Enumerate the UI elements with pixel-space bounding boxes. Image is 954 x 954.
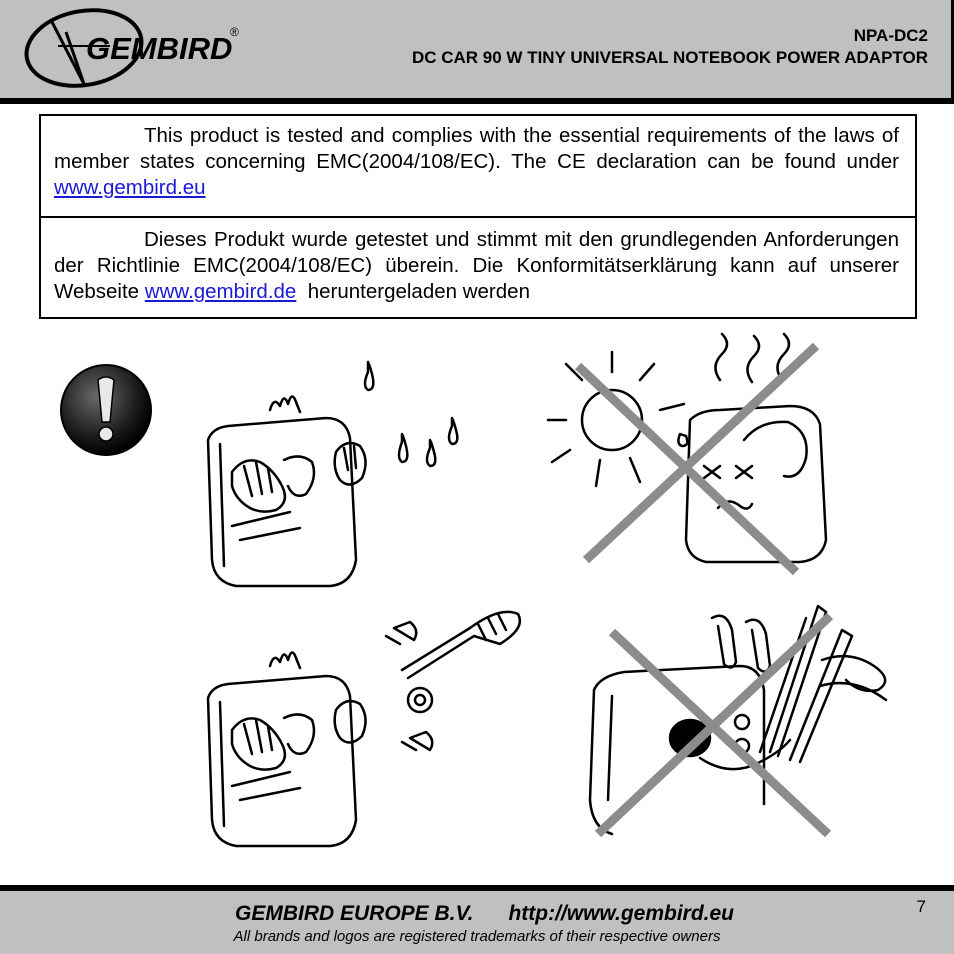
notice-english (41, 123, 915, 218)
header-titles (412, 25, 928, 69)
link-gembird-eu[interactable]: www.gembird.eu (54, 176, 206, 199)
page-number: 7 (916, 897, 926, 916)
notice-german-suffix: heruntergeladen werden (296, 280, 530, 303)
company-url[interactable]: http://www.gembird.eu (508, 902, 734, 925)
notice-german-text: Dieses Produkt wurde getestet und stimmt mit den grundlegenden Anforderungen der Richtlinie EMC(2004/108/EC) überein. Die Konformitätserklärung kann auf unserer Webseite (54, 228, 899, 303)
conformity-notice-table (39, 114, 917, 319)
safety-illustrations (0, 330, 954, 880)
model-number: NPA-DC2 (853, 26, 928, 45)
registered-mark: ® (230, 25, 239, 39)
header-rule (0, 98, 954, 104)
trademark-notice: All brands and logos are registered trademarks of their respective owners (233, 928, 721, 945)
logo-wordmark: GEMBIRD (86, 31, 233, 66)
illustration-water-drops (208, 362, 457, 586)
link-gembird-de[interactable]: www.gembird.de (144, 280, 297, 303)
notice-german (41, 227, 915, 305)
gembird-logo (22, 6, 252, 92)
illustration-screwdriver (208, 612, 520, 846)
footer-company-line (235, 902, 734, 926)
company-name: GEMBIRD EUROPE B.V. (235, 902, 474, 925)
illustration-sun-heat (548, 334, 826, 562)
product-title: DC CAR 90 W TINY UNIVERSAL NOTEBOOK POWER ADAPTOR (411, 48, 928, 67)
notice-english-text: This product is tested and complies with the essential requirements of the laws of member states concerning EMC(2004/108/EC). The CE declaration can be found under (54, 124, 899, 173)
